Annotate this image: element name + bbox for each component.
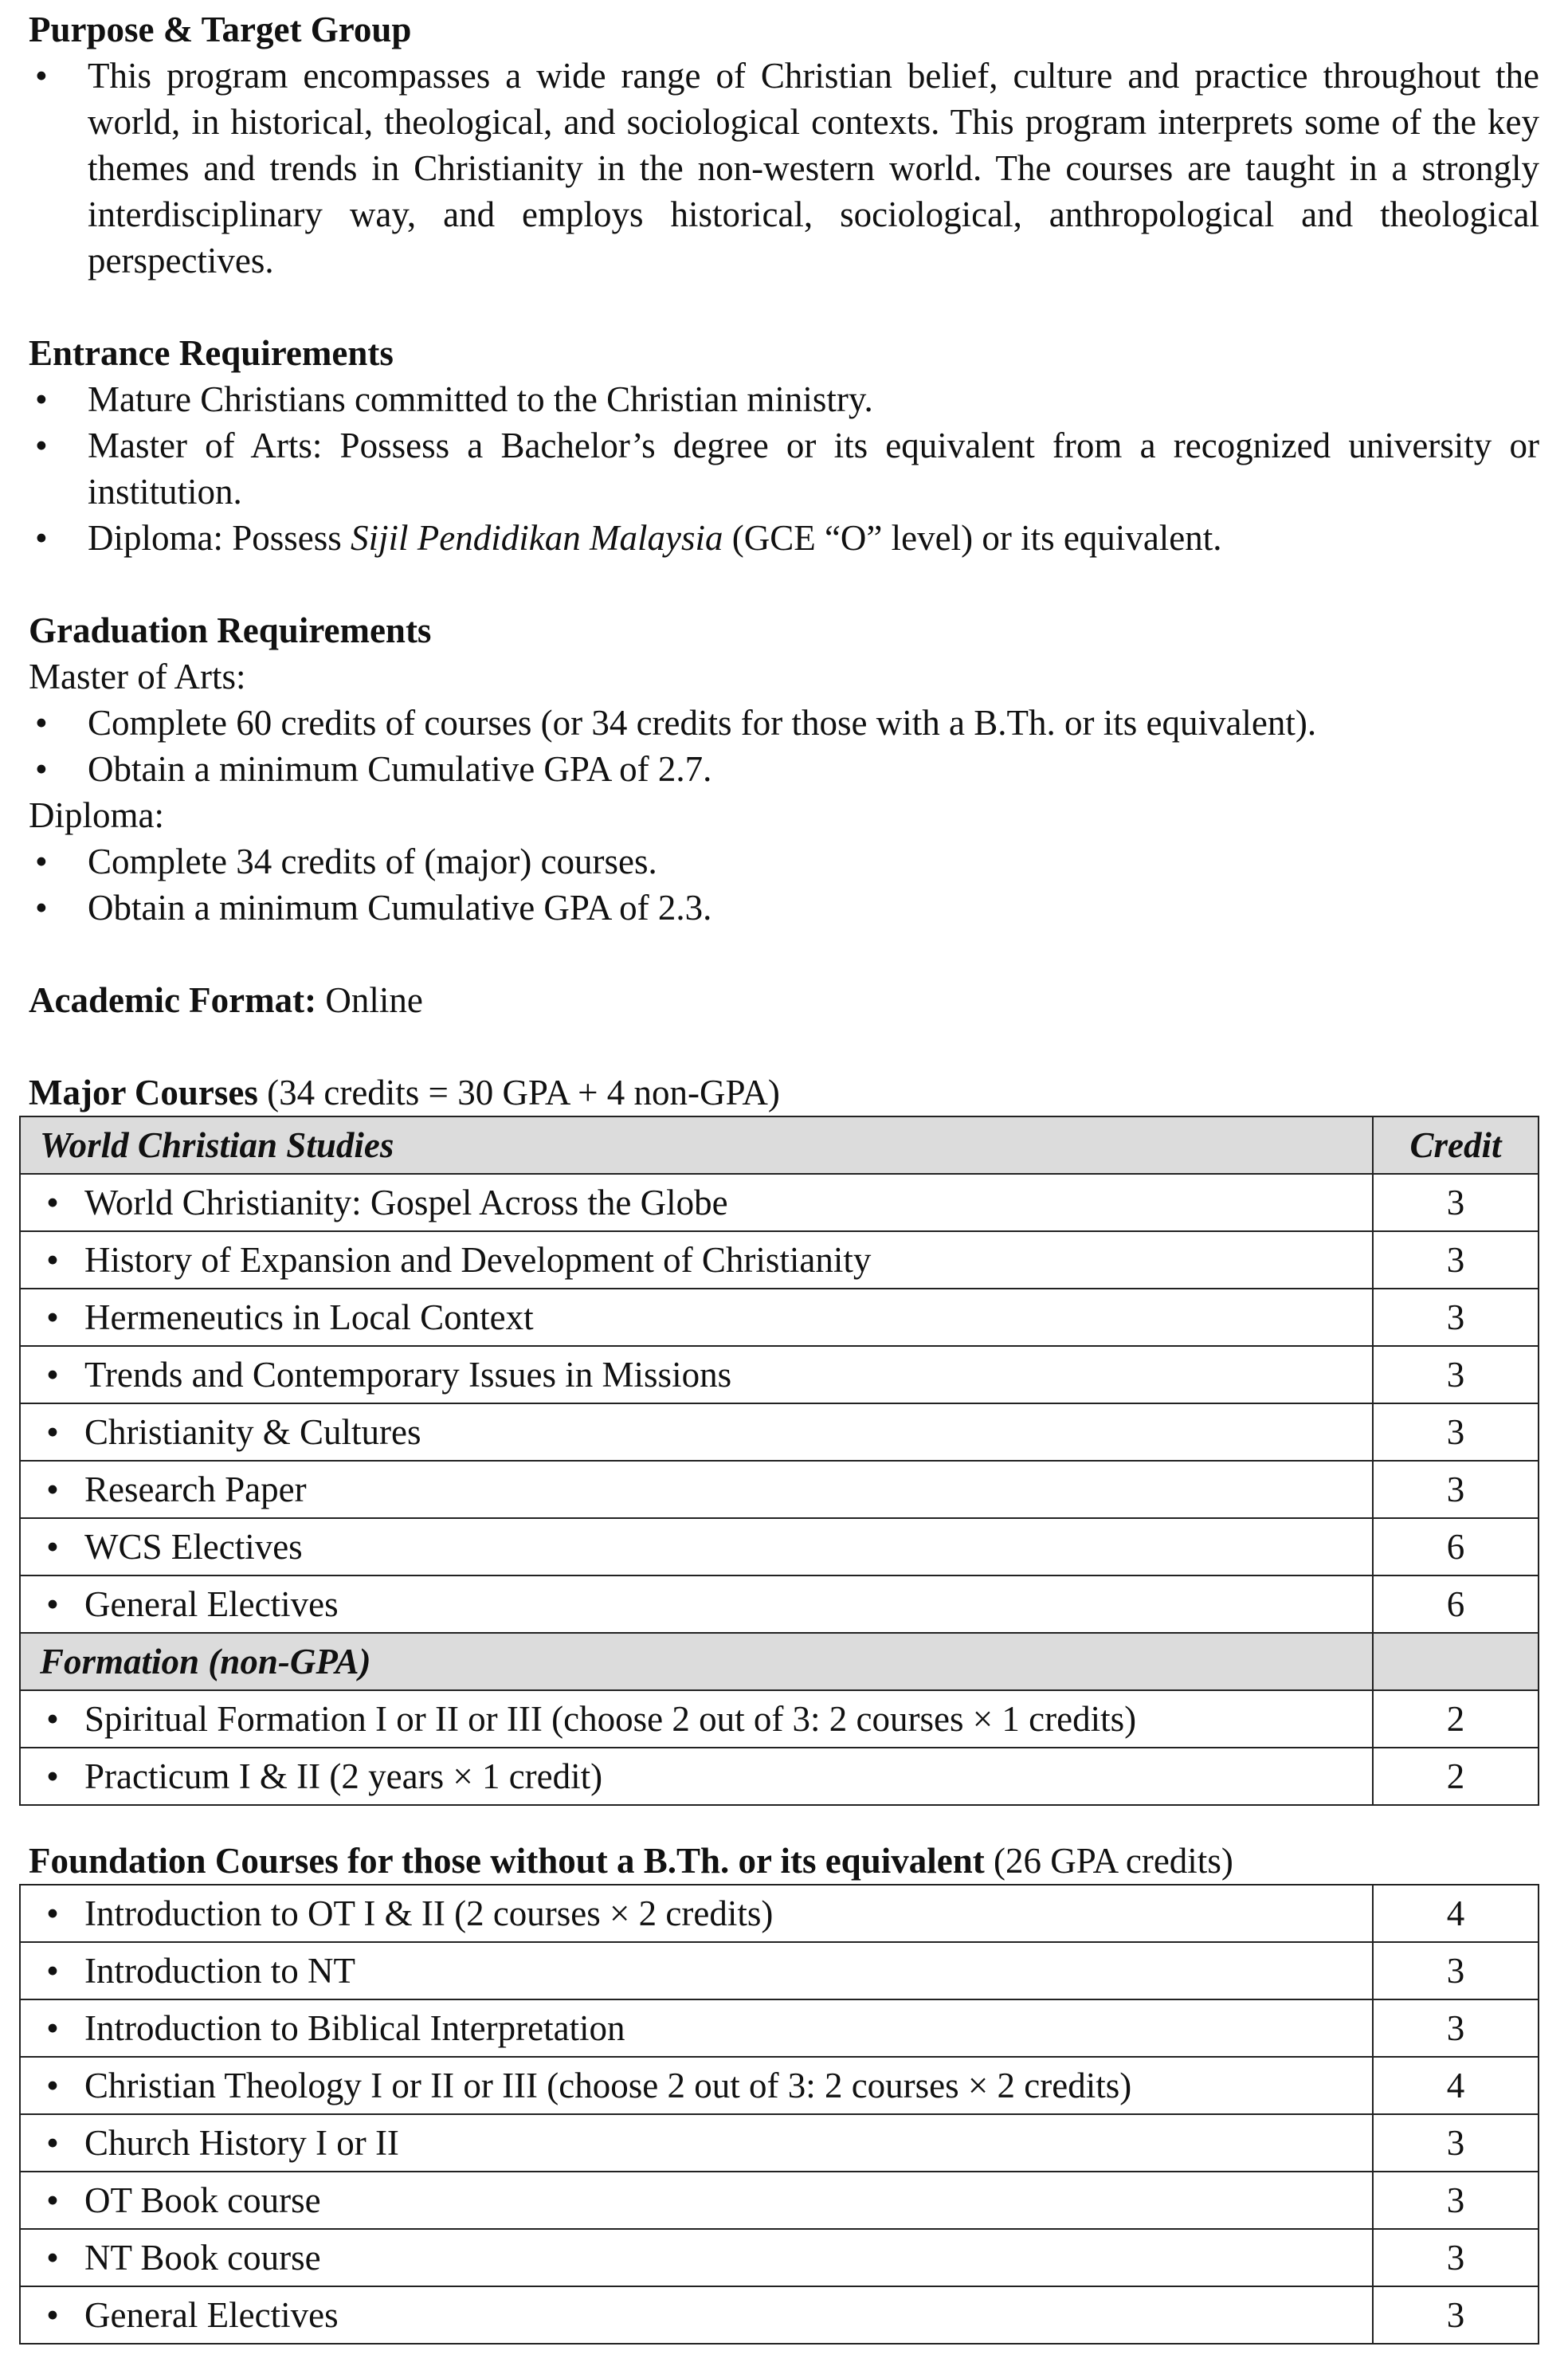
list-item: • Complete 60 credits of courses (or 34 credits for those with a B.Th. or its equivalent). <box>29 700 1539 746</box>
group-title: World Christian Studies <box>20 1116 1373 1174</box>
course-name: Spiritual Formation I or II or III (choose 2 out of 3: 2 courses × 1 credits) <box>84 1699 1137 1739</box>
entrance-heading: Entrance Requirements <box>29 333 394 373</box>
major-heading: Major Courses <box>29 1073 258 1112</box>
course-name: Introduction to OT I & II (2 courses × 2 credits) <box>84 1893 774 1933</box>
academic-format-value: Online <box>316 980 423 1020</box>
course-credit: 6 <box>1373 1518 1539 1575</box>
course-credit: 3 <box>1373 1346 1539 1403</box>
course-name: Practicum I & II (2 years × 1 credit) <box>84 1756 603 1796</box>
course-name: WCS Electives <box>84 1527 303 1567</box>
course-name: History of Expansion and Development of Christianity <box>84 1240 872 1280</box>
course-name: NT Book course <box>84 2238 321 2278</box>
course-credit: 3 <box>1373 1289 1539 1346</box>
bullet-icon: • <box>46 1240 59 1280</box>
purpose-section <box>29 6 1539 284</box>
course-credit: 4 <box>1373 2057 1539 2114</box>
ma-label: Master of Arts: <box>29 657 246 697</box>
course-credit: 3 <box>1373 2286 1539 2344</box>
course-name: Research Paper <box>84 1470 307 1509</box>
table-row <box>20 2229 1539 2286</box>
course-name: Church History I or II <box>84 2123 399 2163</box>
bullet-icon: • <box>46 2123 59 2163</box>
entrance-list <box>29 376 1539 561</box>
table-row <box>20 1289 1539 1346</box>
course-credit: 2 <box>1373 1690 1539 1748</box>
bullet-icon: • <box>46 1699 59 1739</box>
bullet-icon: • <box>46 1951 59 1991</box>
table-row <box>20 1690 1539 1748</box>
table-row <box>20 2286 1539 2344</box>
table-row <box>20 2057 1539 2114</box>
document-page <box>29 6 1539 2345</box>
major-caption <box>29 1069 1539 1116</box>
diploma-list <box>29 838 1539 931</box>
course-name: General Electives <box>84 1584 339 1624</box>
bullet-icon: • <box>46 1297 59 1337</box>
bullet-icon: • <box>46 1355 59 1395</box>
course-credit: 3 <box>1373 2114 1539 2172</box>
table-row <box>20 1748 1539 1805</box>
table-group-row <box>20 1633 1539 1690</box>
graduation-section <box>29 607 1539 931</box>
table-group-row <box>20 1116 1539 1174</box>
bullet-icon: • <box>46 1470 59 1509</box>
purpose-list <box>29 53 1539 284</box>
course-credit: 6 <box>1373 1575 1539 1633</box>
bullet-icon: • <box>46 2295 59 2335</box>
bullet-icon: • <box>46 2008 59 2048</box>
academic-format-label: Academic Format: <box>29 980 317 1020</box>
table-row <box>20 1999 1539 2057</box>
course-credit: 3 <box>1373 2172 1539 2229</box>
bullet-icon: • <box>46 1756 59 1796</box>
diploma-suffix: (GCE “O” level) or its equivalent. <box>723 518 1222 558</box>
course-credit: 3 <box>1373 1403 1539 1461</box>
list-item: • This program encompasses a wide range of Christian belief, culture and practice throughout the world, in historical, theological, and sociological contexts. This program interprets some of the key themes and trends in Christianity in the non-western world. The courses are taught in a strongly interdisciplinary way, and employs historical, sociological, anthropological and theological perspectives. <box>29 53 1539 284</box>
graduation-heading: Graduation Requirements <box>29 610 432 650</box>
table-row <box>20 1174 1539 1231</box>
course-name: OT Book course <box>84 2180 321 2220</box>
bullet-icon: • <box>46 1412 59 1452</box>
table-row <box>20 2114 1539 2172</box>
academic-format <box>29 977 1539 1023</box>
list-item: • Complete 34 credits of (major) courses. <box>29 838 1539 885</box>
course-name: Hermeneutics in Local Context <box>84 1297 534 1337</box>
list-item: • Obtain a minimum Cumulative GPA of 2.7. <box>29 746 1539 792</box>
table-row <box>20 1575 1539 1633</box>
table-row <box>20 1942 1539 1999</box>
credit-header: Credit <box>1373 1116 1539 1174</box>
course-credit: 3 <box>1373 1461 1539 1518</box>
diploma-prefix: Diploma: Possess <box>88 518 351 558</box>
list-item-diploma <box>29 515 1539 561</box>
bullet-icon: • <box>46 2066 59 2105</box>
list-item: • Obtain a minimum Cumulative GPA of 2.3. <box>29 885 1539 931</box>
course-credit: 3 <box>1373 1231 1539 1289</box>
table-row <box>20 1461 1539 1518</box>
course-name: General Electives <box>84 2295 339 2335</box>
diploma-label: Diploma: <box>29 795 164 835</box>
list-item: • Master of Arts: Possess a Bachelor’s degree or its equivalent from a recognized university or institution. <box>29 422 1539 515</box>
entrance-section <box>29 330 1539 561</box>
bullet-icon: • <box>46 1584 59 1624</box>
major-courses-table <box>19 1116 1539 1806</box>
purpose-heading: Purpose & Target Group <box>29 10 412 49</box>
course-name: Christianity & Cultures <box>84 1412 421 1452</box>
foundation-courses-table <box>19 1884 1539 2345</box>
table-row <box>20 1346 1539 1403</box>
bullet-icon: • <box>46 1527 59 1567</box>
credit-header-empty <box>1373 1633 1539 1690</box>
course-credit: 3 <box>1373 1999 1539 2057</box>
ma-list <box>29 700 1539 792</box>
table-row <box>20 1403 1539 1461</box>
course-credit: 4 <box>1373 1885 1539 1942</box>
course-credit: 2 <box>1373 1748 1539 1805</box>
course-credit: 3 <box>1373 1942 1539 1999</box>
table-row <box>20 1885 1539 1942</box>
table-row <box>20 1518 1539 1575</box>
course-name: Introduction to Biblical Interpretation <box>84 2008 625 2048</box>
diploma-italic: Sijil Pendidikan Malaysia <box>351 518 723 558</box>
bullet-icon: • <box>46 2180 59 2220</box>
group-title: Formation (non-GPA) <box>20 1633 1373 1690</box>
course-credit: 3 <box>1373 2229 1539 2286</box>
course-name: Christian Theology I or II or III (choose 2 out of 3: 2 courses × 2 credits) <box>84 2066 1132 2105</box>
list-item: • Mature Christians committed to the Christian ministry. <box>29 376 1539 422</box>
bullet-icon: • <box>46 1893 59 1933</box>
course-credit: 3 <box>1373 1174 1539 1231</box>
table-row <box>20 1231 1539 1289</box>
foundation-heading: Foundation Courses for those without a B.Th. or its equivalent <box>29 1841 985 1881</box>
foundation-caption <box>29 1838 1539 1884</box>
bullet-icon: • <box>46 1183 59 1222</box>
foundation-note: (26 GPA credits) <box>984 1841 1233 1881</box>
course-name: Introduction to NT <box>84 1951 355 1991</box>
table-row <box>20 2172 1539 2229</box>
course-name: World Christianity: Gospel Across the Globe <box>84 1183 728 1222</box>
major-note: (34 credits = 30 GPA + 4 non-GPA) <box>257 1073 780 1112</box>
course-name: Trends and Contemporary Issues in Missions <box>84 1355 732 1395</box>
bullet-icon: • <box>46 2238 59 2278</box>
